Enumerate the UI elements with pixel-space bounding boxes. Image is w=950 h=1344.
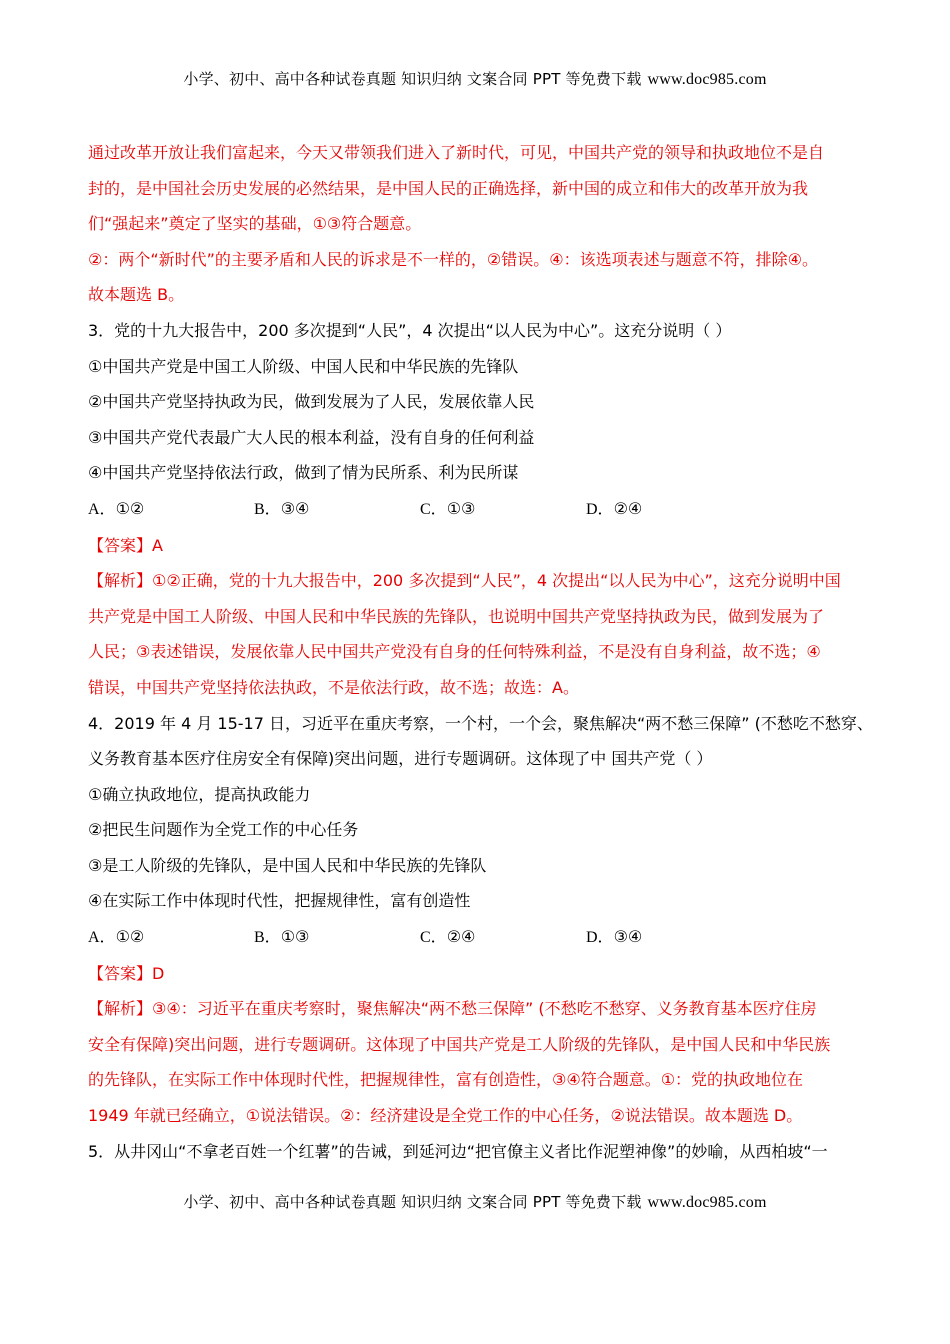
- q4-stem: 4．2019 年 4 月 15-17 日，习近平在重庆考察，一个村，一个会，聚焦解决“两不愁三保障” (不愁吃不愁穿、: [88, 713, 873, 733]
- prev-analysis-line: 故本题选 B。: [88, 285, 185, 305]
- page-header: [0, 68, 950, 89]
- q3-item: ②中国共产党坚持执政为民，做到发展为了人民，发展依靠人民: [88, 392, 535, 412]
- header-url[interactable]: www.doc985.com: [647, 71, 767, 88]
- document-body: [88, 143, 878, 1177]
- q4-analysis-line: 【解析】③④：习近平在重庆考察时，聚焦解决“两不愁三保障” (不愁吃不愁穿、义务教育基本医疗住房: [88, 999, 817, 1019]
- q3-answer: 【答案】A: [88, 535, 163, 555]
- q3-stem: 3．党的十九大报告中，200 多次提到“人民”，4 次提出“以人民为中心”。这充分说明（ ）: [88, 320, 732, 340]
- q3-item: ④中国共产党坚持依法行政，做到了情为民所系、利为民所谋: [88, 463, 519, 483]
- q4-item: ①确立执政地位，提高执政能力: [88, 784, 311, 804]
- q3-analysis-line: 共产党是中国工人阶级、中国人民和中华民族的先锋队，也说明中国共产党坚持执政为民，做到发展为了: [88, 606, 825, 626]
- prev-analysis-line: 封的，是中国社会历史发展的必然结果，是中国人民的正确选择，新中国的成立和伟大的改革开放为我: [88, 178, 809, 198]
- q4-option-b[interactable]: B．①③: [254, 927, 310, 947]
- q4-analysis-line: 1949 年就已经确立，①说法错误。②：经济建设是全党工作的中心任务，②说法错误。故本题选 D。: [88, 1106, 803, 1126]
- q3-analysis-line: 【解析】①②正确，党的十九大报告中，200 多次提到“人民”，4 次提出“以人民为中心”，这充分说明中国: [88, 571, 841, 591]
- q4-option-d[interactable]: D．③④: [586, 927, 643, 947]
- footer-text: 小学、初中、高中各种试卷真题 知识归纳 文案合同 PPT 等免费下载: [183, 1193, 642, 1211]
- q5-stem: 5．从井冈山“不拿老百姓一个红薯”的告诫，到延河边“把官僚主义者比作泥塑神像”的妙喻，从西柏坡“一: [88, 1141, 828, 1161]
- q4-options: [88, 927, 878, 948]
- q3-options: [88, 499, 878, 520]
- q3-option-b[interactable]: B．③④: [254, 498, 310, 518]
- q3-option-c[interactable]: C．①③: [420, 498, 476, 518]
- q3-option-a[interactable]: A．①②: [88, 498, 145, 518]
- q4-item: ④在实际工作中体现时代性，把握规律性，富有创造性: [88, 891, 471, 911]
- q4-item: ③是工人阶级的先锋队，是中国人民和中华民族的先锋队: [88, 855, 487, 875]
- q3-analysis-line: 错误，中国共产党坚持依法执政，不是依法行政，故不选；故选：A。: [88, 677, 579, 697]
- q4-analysis-line: 的先锋队，在实际工作中体现时代性，把握规律性，富有创造性，③④符合题意。①：党的执政地位在: [88, 1070, 804, 1090]
- q4-answer: 【答案】D: [88, 963, 165, 983]
- prev-analysis-line: 们“强起来”奠定了坚实的基础，①③符合题意。: [88, 214, 422, 234]
- q4-stem: 义务教育基本医疗住房安全有保障)突出问题，进行专题调研。这体现了中 国共产党（ ）: [88, 749, 713, 769]
- prev-analysis-line: 通过改革开放让我们富起来，今天又带领我们进入了新时代，可见，中国共产党的领导和执政地位不是自: [88, 143, 825, 162]
- footer-url[interactable]: www.doc985.com: [647, 1194, 767, 1211]
- q4-analysis-line: 安全有保障)突出问题，进行专题调研。这体现了中国共产党是工人阶级的先锋队，是中国人民和中华民族: [88, 1034, 831, 1054]
- q3-item: ③中国共产党代表最广大人民的根本利益，没有自身的任何利益: [88, 427, 535, 447]
- q3-item: ①中国共产党是中国工人阶级、中国人民和中华民族的先锋队: [88, 356, 519, 376]
- q4-item: ②把民生问题作为全党工作的中心任务: [88, 820, 359, 840]
- page-footer: [0, 1191, 950, 1212]
- q3-analysis-line: 人民；③表述错误，发展依靠人民中国共产党没有自身的任何特殊利益，不是没有自身利益，故不选；④: [88, 642, 821, 662]
- prev-analysis-line: ②：两个“新时代”的主要矛盾和人民的诉求是不一样的，②错误。④：该选项表述与题意不符，排除④。: [88, 249, 818, 269]
- q4-option-c[interactable]: C．②④: [420, 927, 476, 947]
- q4-option-a[interactable]: A．①②: [88, 927, 145, 947]
- q3-option-d[interactable]: D．②④: [586, 498, 643, 518]
- header-text: 小学、初中、高中各种试卷真题 知识归纳 文案合同 PPT 等免费下载: [183, 70, 642, 88]
